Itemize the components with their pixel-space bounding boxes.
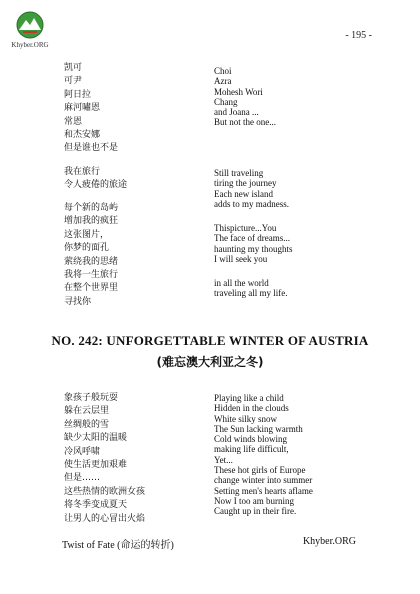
poem-line: Hidden in the clouds bbox=[214, 403, 289, 414]
poem1-en-stanza1 bbox=[214, 66, 276, 128]
poem-line: Choi bbox=[214, 66, 232, 76]
poem-line: These hot girls of Europe bbox=[214, 465, 306, 476]
poem-line: 使生活更加艰难 bbox=[64, 460, 128, 471]
poem-line: Yet... bbox=[214, 454, 233, 465]
poem-line: Chang bbox=[214, 96, 238, 107]
poem-line: 可尹 bbox=[64, 76, 83, 87]
footer-site: Khyber.ORG bbox=[302, 536, 356, 547]
poem-line: 令人疲倦的旅途 bbox=[64, 180, 128, 191]
poem-line: adds to my madness. bbox=[214, 198, 289, 209]
poem-line: 我在旅行 bbox=[64, 167, 101, 177]
poem-line: 冷风呼啸 bbox=[64, 446, 101, 457]
mountain-globe-icon bbox=[15, 10, 45, 40]
poem-line: 这张图片， bbox=[64, 229, 110, 240]
poem-line: Azra bbox=[214, 76, 232, 87]
poem-line: I will seek you bbox=[214, 253, 268, 264]
poem-line: in all the world bbox=[214, 278, 269, 288]
poem-line: making life difficult, bbox=[214, 444, 289, 455]
poem-line: Mohesh Wori bbox=[214, 86, 263, 97]
poem-line: 躲在云层里 bbox=[64, 406, 110, 417]
poem-line: 在整个世界里 bbox=[64, 283, 119, 294]
section-title: NO. 242: UNFORGETTABLE WINTER OF AUSTRIA bbox=[51, 333, 369, 348]
poem-line: traveling all my life. bbox=[214, 288, 288, 299]
poem-line: 象孩子般玩耍 bbox=[64, 393, 119, 403]
poem-line: Setting men's hearts aflame bbox=[214, 485, 313, 496]
poem-line: 萦绕我的思绪 bbox=[64, 256, 119, 267]
poem1-cn-stanza1 bbox=[64, 62, 118, 156]
poem1-en-stanza4 bbox=[214, 278, 287, 299]
poem-line: change winter into summer bbox=[214, 475, 313, 486]
poem-line: 丝绸般的雪 bbox=[64, 419, 110, 430]
section-subtitle: (难忘澳大利亚之冬) bbox=[156, 355, 264, 369]
poem-line: 这些热情的欧洲女孩 bbox=[64, 486, 146, 497]
section-heading bbox=[0, 333, 420, 370]
khyber-logo bbox=[8, 10, 52, 49]
poem1-en-stanza3 bbox=[214, 223, 293, 264]
poem-line: 凯可 bbox=[64, 63, 83, 73]
poem-line: 麻河嘯恩 bbox=[64, 103, 101, 114]
poem-line: 阿日拉 bbox=[64, 89, 92, 100]
footer-book-title: Twist of Fate (命运的转折) bbox=[62, 540, 174, 551]
poem-line: 我将一生旅行 bbox=[64, 270, 119, 281]
poem-line: 每个新的岛屿 bbox=[64, 203, 119, 213]
poem-line: 将冬季变成夏天 bbox=[64, 500, 128, 511]
poem-line: 和杰安娜 bbox=[64, 130, 101, 141]
poem-line: Thispicture...You bbox=[214, 223, 277, 233]
poem-line: Caught up in their fire. bbox=[214, 506, 297, 517]
poem-line: Still traveling bbox=[214, 168, 264, 178]
poem-line: tiring the journey bbox=[214, 178, 277, 189]
poem-line: 让男人的心冒出火焰 bbox=[64, 513, 146, 524]
poem-line: The face of dreams... bbox=[214, 233, 290, 244]
poem-line: White silky snow bbox=[214, 413, 277, 424]
poem2-en bbox=[214, 393, 313, 517]
poem-line: 但是谁也不是 bbox=[64, 143, 119, 154]
poem-line: Each new island bbox=[214, 188, 273, 199]
poem-line: The Sun lacking warmth bbox=[214, 423, 303, 434]
poem-line: and Joana ... bbox=[214, 107, 259, 118]
poem-line: 常恩 bbox=[64, 116, 83, 127]
poem-line: Now I too am burning bbox=[214, 495, 294, 506]
poem-line: haunting my thoughts bbox=[214, 243, 293, 254]
poem-line: 寻找你 bbox=[64, 296, 92, 307]
poem1-en-stanza2 bbox=[214, 168, 289, 209]
poem-line: Cold winds blowing bbox=[214, 434, 288, 445]
page-number: - 195 - bbox=[345, 30, 372, 41]
poem-line: 你梦的面孔 bbox=[64, 243, 110, 254]
poem1-cn-stanza2 bbox=[64, 166, 127, 193]
poem2-cn bbox=[64, 392, 145, 526]
poem1-cn-stanza3 bbox=[64, 202, 118, 309]
poem-line: 但是…… bbox=[64, 473, 101, 484]
poem-line: 增加我的疯狂 bbox=[64, 216, 119, 227]
poem-line: 缺少太阳的温暖 bbox=[64, 433, 128, 444]
poem-line: But not the one... bbox=[214, 117, 276, 128]
poem-line: Playing like a child bbox=[214, 393, 284, 403]
logo-text: Khyber.ORG bbox=[11, 41, 49, 49]
